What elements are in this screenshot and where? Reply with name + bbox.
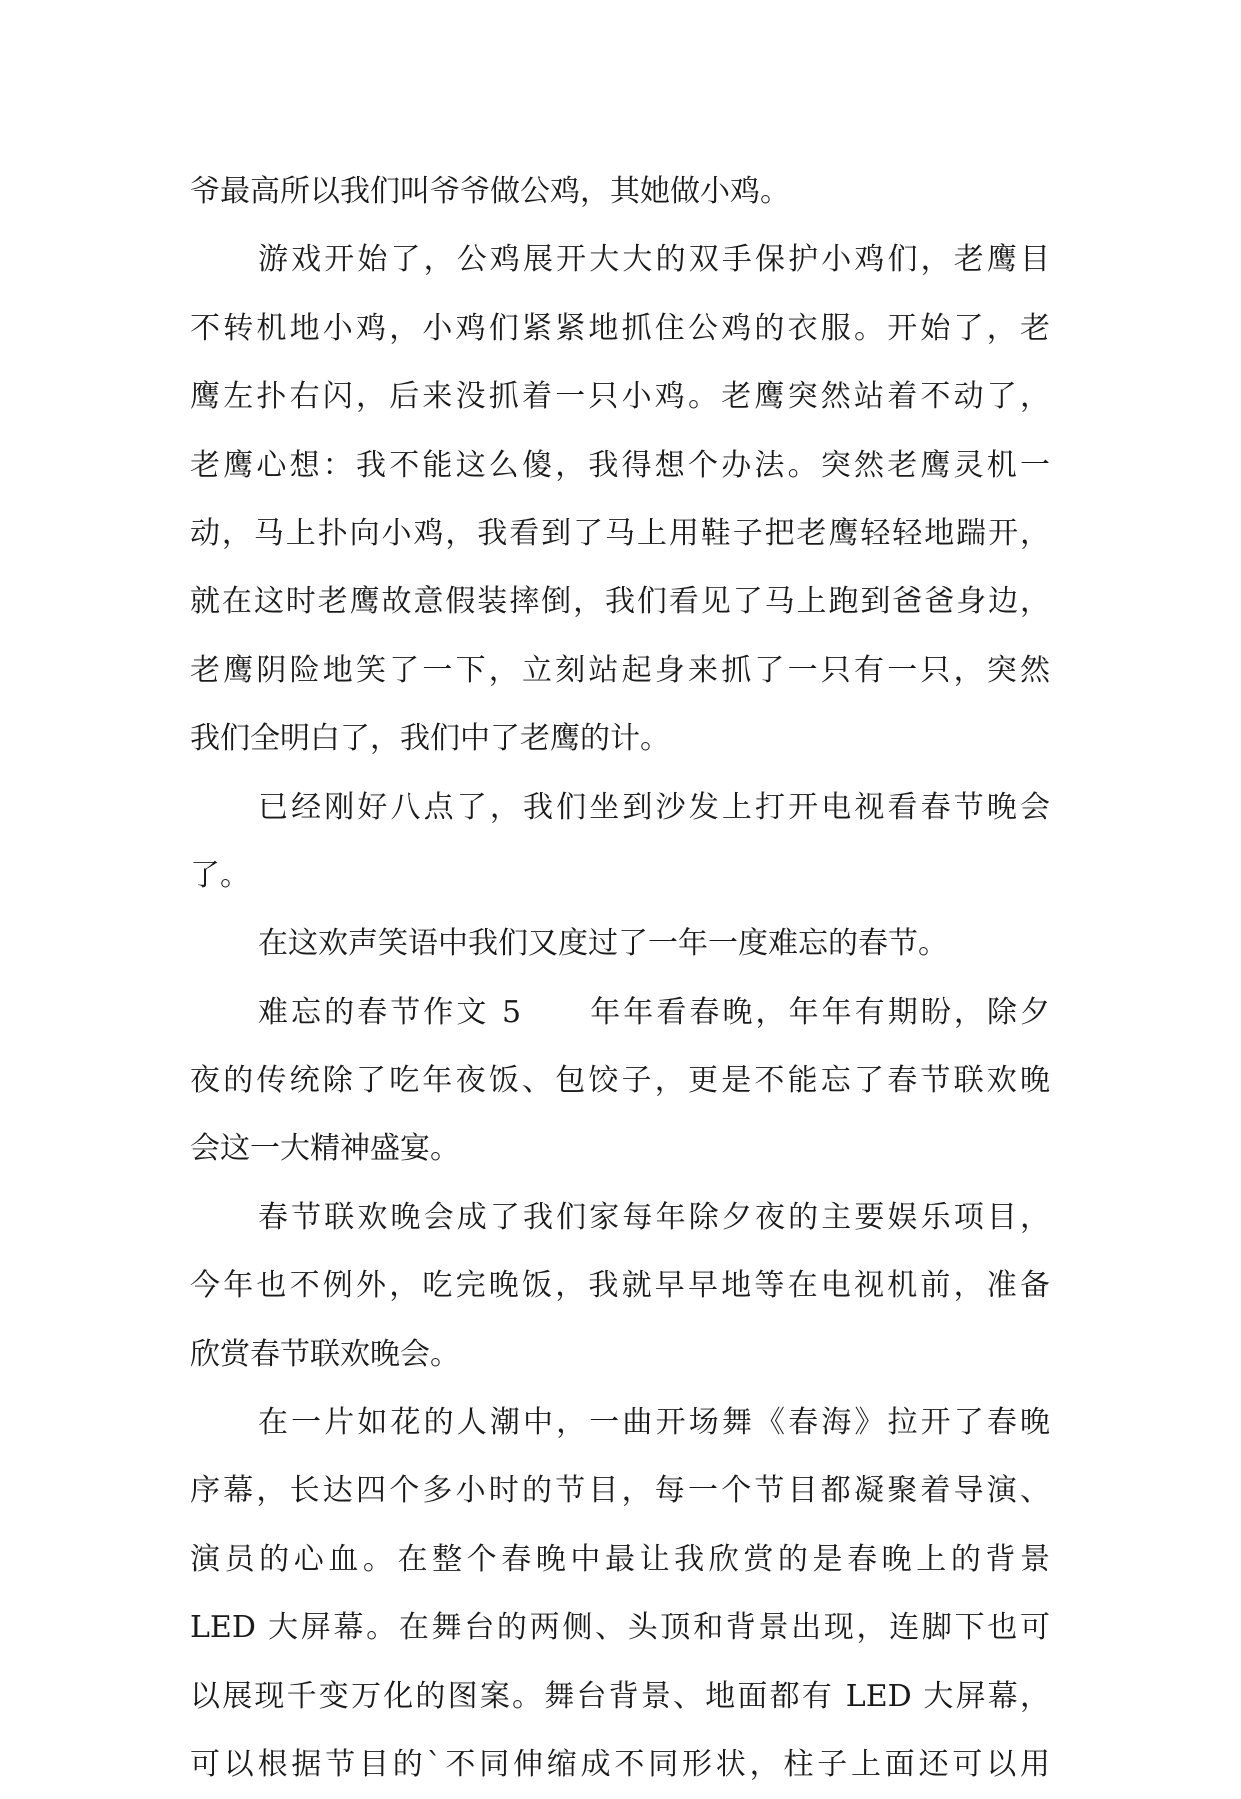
text-line: LED 大屏幕。在舞台的两侧、头顶和背景出现，连脚下也可 (190, 1610, 1050, 1646)
text-line: 在这欢声笑语中我们又度过了一年一度难忘的春节。 (258, 926, 948, 962)
text-line: 今年也不例外，吃完晚饭，我就早早地等在电视机前，准备 (190, 1268, 1050, 1304)
text-line: 爷最高所以我们叫爷爷做公鸡，其她做小鸡。 (190, 174, 790, 209)
text-line: 游戏开始了，公鸡展开大大的双手保护小鸡们，老鹰目 (258, 242, 1050, 278)
document-body (190, 158, 1050, 1799)
text-line: 鹰左扑右闪，后来没抓着一只小鸡。老鹰突然站着不动了， (190, 379, 1050, 415)
text-line: 已经刚好八点了，我们坐到沙发上打开电视看春节晚会 (258, 789, 1050, 825)
text-line: 老鹰心想：我不能这么傻，我得想个办法。突然老鹰灵机一 (190, 447, 1050, 483)
text-line: 不转机地小鸡，小鸡们紧紧地抓住公鸡的衣服。开始了，老 (190, 310, 1050, 346)
text-line: 了。 (190, 857, 250, 893)
text-line: 就在这时老鹰故意假装摔倒，我们看见了马上跑到爸爸身边， (190, 584, 1050, 620)
text-line: 老鹰阴险地笑了一下，立刻站起身来抓了一只有一只，突然 (190, 652, 1050, 688)
text-line: 在一片如花的人潮中，一曲开场舞《春海》拉开了春晚 (258, 1405, 1050, 1441)
text-line: 春节联欢晚会成了我们家每年除夕夜的主要娱乐项目， (258, 1199, 1050, 1235)
text-line: 夜的传统除了吃年夜饭、包饺子，更是不能忘了春节联欢晚 (190, 1063, 1050, 1099)
text-line: 欣赏春节联欢晚会。 (190, 1336, 460, 1372)
text-line: 序幕，长达四个多小时的节目，每一个节目都凝聚着导演、 (190, 1473, 1050, 1509)
text-line: 动，马上扑向小鸡，我看到了马上用鞋子把老鹰轻轻地踹开， (190, 515, 1050, 551)
text-line: 难忘的春节作文 5 年年看春晚，年年有期盼，除夕 (258, 994, 1050, 1030)
text-line: 会这一大精神盛宴。 (190, 1131, 460, 1167)
text-line: 演员的心血。在整个春晚中最让我欣赏的是春晚上的背景 (190, 1541, 1050, 1577)
text-line: 我们全明白了，我们中了老鹰的计。 (190, 721, 670, 757)
text-line: 可以根据节目的`不同伸缩成不同形状，柱子上面还可以用 (190, 1746, 1050, 1782)
text-line: 以展现千变万化的图案。舞台背景、地面都有 LED 大屏幕， (190, 1678, 1050, 1714)
